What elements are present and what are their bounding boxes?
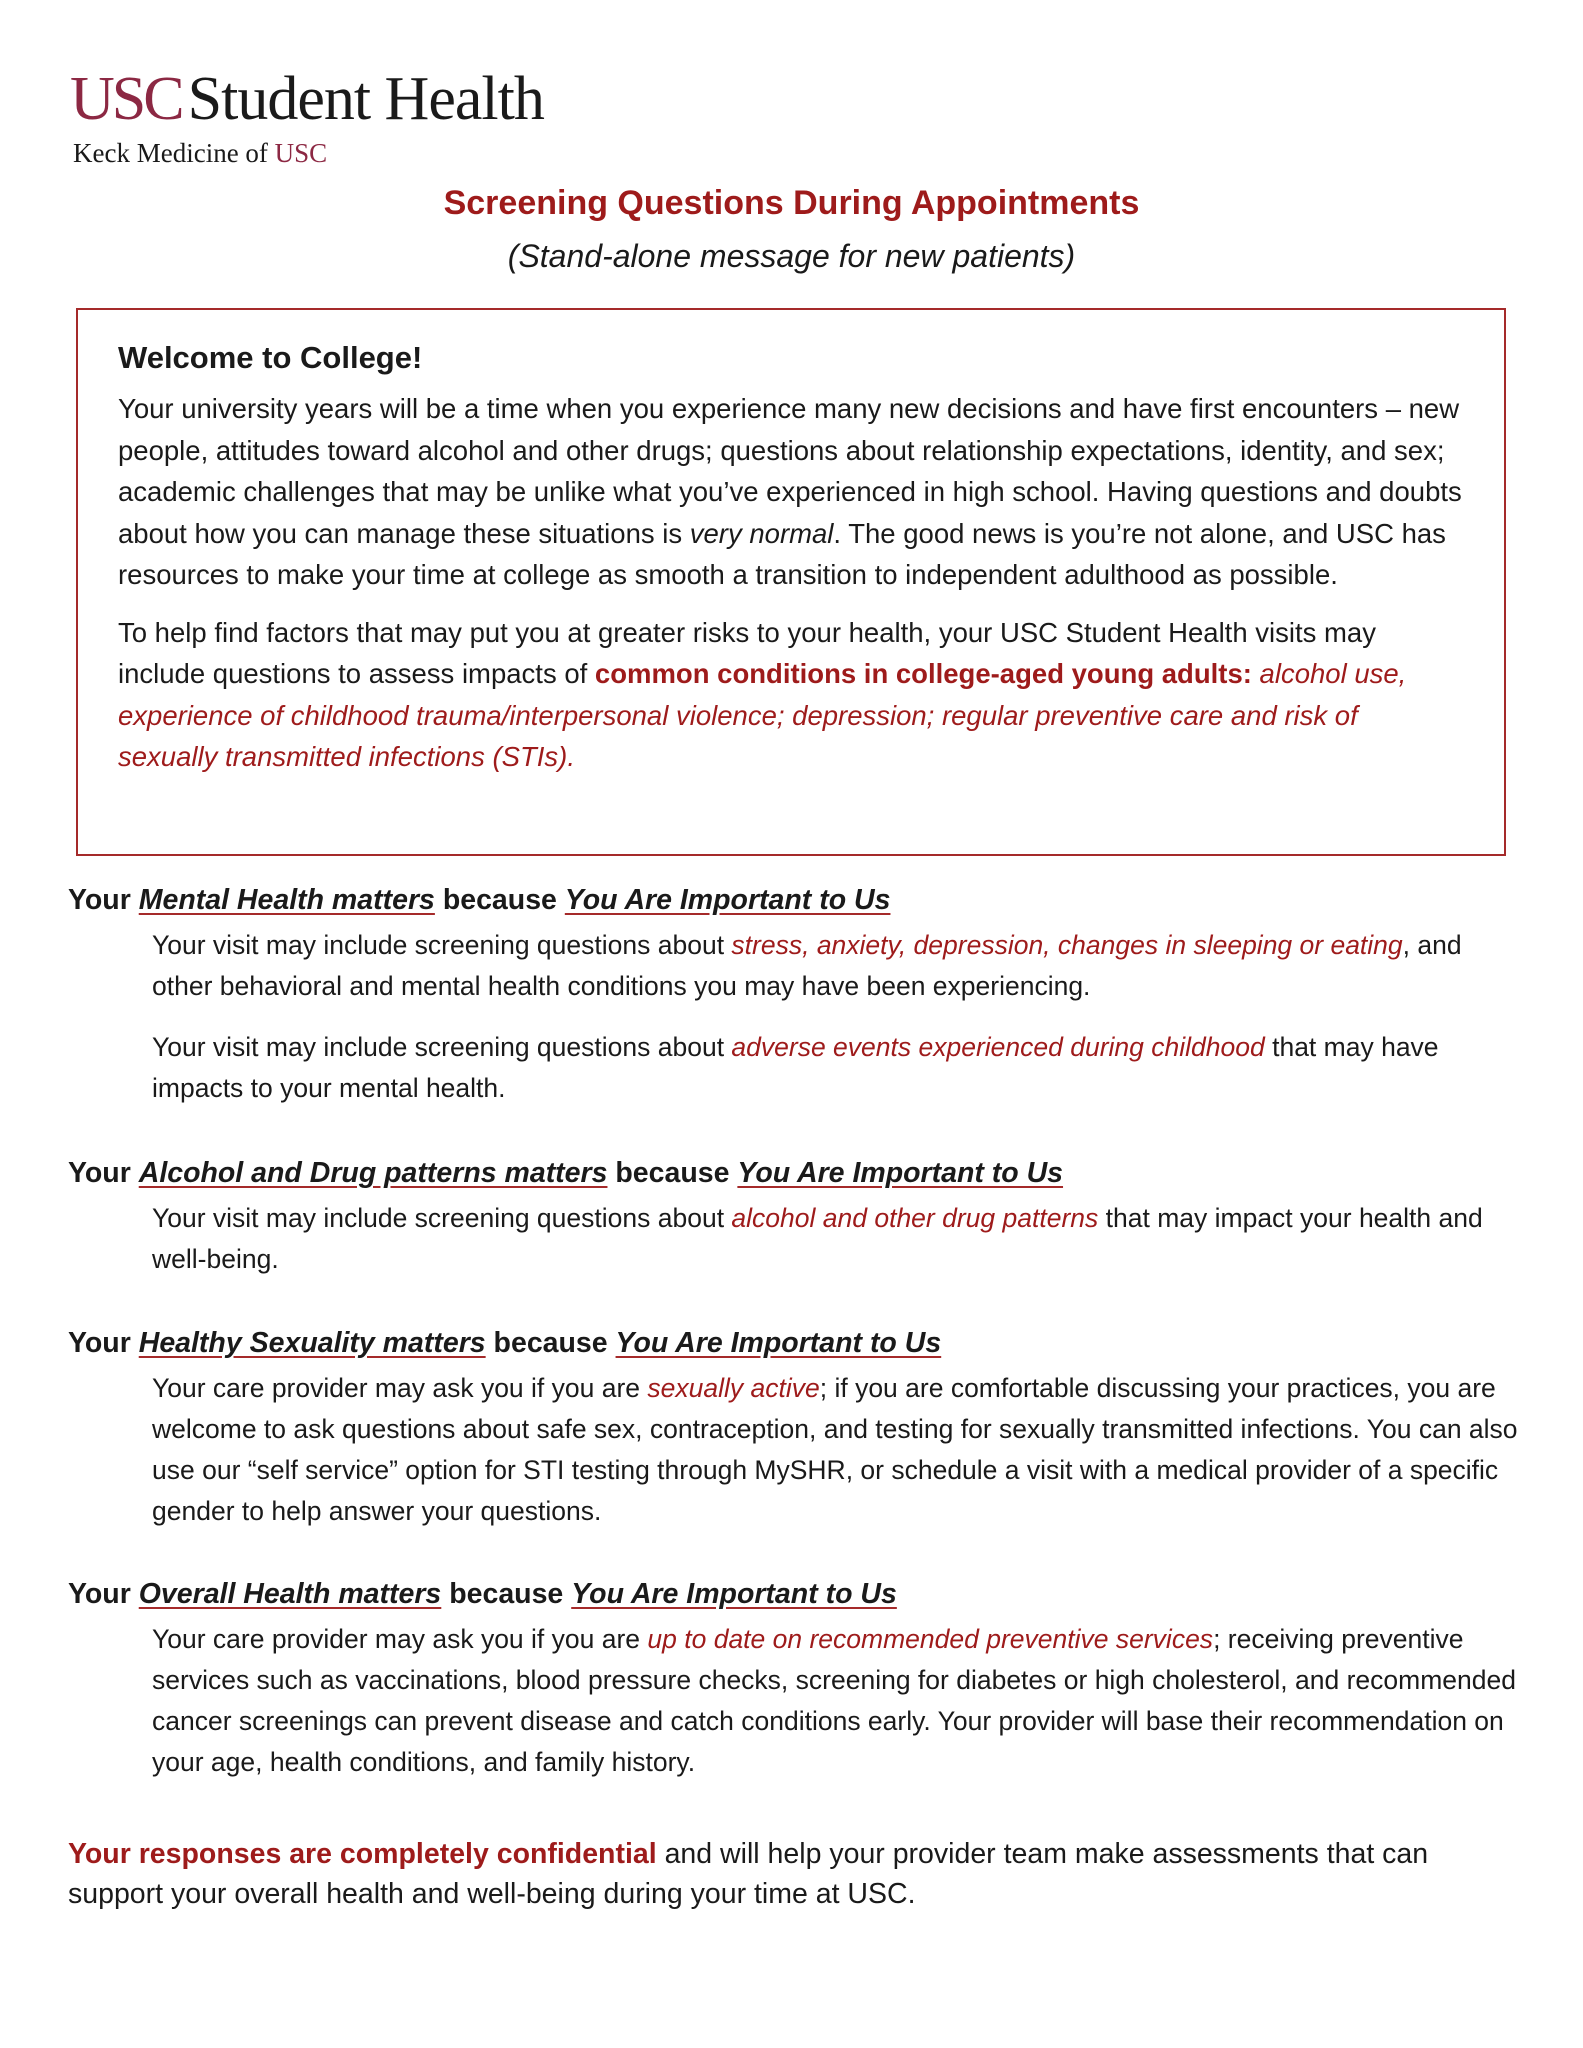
heading-prefix: Your — [68, 1157, 139, 1189]
text-segment: that may have impacts to your mental health. — [152, 1032, 1439, 1103]
text-segment: . The good news is you’re not alone, and USC has resources to make your time at college as smooth a transition to independent adulthood as possible. — [118, 517, 1446, 590]
text-segment: alcohol use, experience of childhood trauma/interpersonal violence; depression; regular preventive care and risk of sexually transmitted infections (STIs). — [118, 658, 1407, 772]
usc-student-health-logo — [70, 65, 544, 169]
section-heading — [68, 1157, 1518, 1190]
closing-text: and will help your provider team make assessments that can support your overall health and well-being during your time at USC. — [68, 1838, 1429, 1910]
section-heading — [68, 1327, 1518, 1360]
heading-topic: Mental Health matters — [138, 884, 435, 916]
heading-prefix: Your — [68, 1578, 139, 1610]
text-segment: adverse events experienced during childhood — [731, 1032, 1265, 1062]
section-paragraph — [152, 1619, 1518, 1783]
heading-mid: because — [607, 1157, 738, 1189]
section-heading — [68, 884, 1518, 917]
heading-mid: because — [441, 1578, 572, 1610]
section-paragraph — [152, 1368, 1518, 1532]
logo-sub: Keck Medicine of — [73, 138, 268, 168]
text-segment: alcohol and other drug patterns — [731, 1203, 1099, 1233]
text-segment: Your university years will be a time when you experience many new decisions and have first encounters – new people, attitudes toward alcohol and other drugs; questions about relationship expectations, identity, and sex; academic challenges that may be unlike what you’ve experienced in high school. Having questions and doubts about how you can manage these situations is — [118, 393, 1462, 549]
text-segment: ; receiving preventive services such as vaccinations, blood pressure checks, screening for diabetes or high cholesterol, and recommended cancer screenings can prevent disease and catch conditions early. Your provider will base their recommendation on your age, health conditions, and family history. — [152, 1624, 1516, 1777]
heading-tag: You Are Important to Us — [737, 1157, 1064, 1189]
text-segment: Your care provider may ask you if you are — [152, 1624, 648, 1654]
logo-name: Student Health — [187, 65, 544, 133]
heading-tag: You Are Important to Us — [564, 884, 891, 916]
section-healthy-sexuality — [68, 1327, 1518, 1552]
logo-usc: USC — [70, 65, 182, 133]
heading-prefix: Your — [68, 884, 139, 916]
text-segment: stress, anxiety, depression, changes in sleeping or eating — [731, 930, 1403, 960]
welcome-box — [76, 308, 1506, 856]
section-mental-health — [68, 884, 1518, 1129]
text-segment: Your visit may include screening questions about — [152, 1203, 732, 1233]
text-segment: Your visit may include screening questions about — [152, 1032, 732, 1062]
text-segment: that may impact your health and well-being. — [152, 1203, 1483, 1274]
logo-sub-usc: USC — [274, 138, 328, 168]
text-segment: up to date on recommended preventive services — [647, 1624, 1214, 1654]
text-segment: , and other behavioral and mental health conditions you may have been experiencing. — [152, 930, 1462, 1001]
text-segment: common conditions in college-aged young adults: — [594, 658, 1252, 689]
text-segment: sexually active — [647, 1373, 820, 1403]
text-segment: Your visit may include screening questions about — [152, 930, 732, 960]
heading-tag: You Are Important to Us — [615, 1327, 942, 1359]
welcome-paragraph — [118, 388, 1464, 596]
section-paragraph — [152, 925, 1518, 1007]
section-paragraph — [152, 1198, 1518, 1280]
page-subtitle: (Stand-alone message for new patients) — [507, 238, 1076, 274]
section-heading — [68, 1578, 1518, 1611]
heading-mid: because — [485, 1327, 616, 1359]
welcome-paragraph — [118, 612, 1464, 778]
section-alcohol-drug — [68, 1157, 1518, 1300]
heading-topic: Overall Health matters — [138, 1578, 442, 1610]
heading-mid: because — [434, 884, 565, 916]
text-segment: very normal — [689, 517, 834, 549]
page-title: Screening Questions During Appointments — [443, 184, 1140, 222]
heading-topic: Alcohol and Drug patterns matters — [138, 1157, 608, 1189]
section-paragraph — [152, 1027, 1518, 1109]
heading-tag: You Are Important to Us — [571, 1578, 897, 1610]
closing-statement — [68, 1834, 1528, 1914]
text-segment: To help find factors that may put you at greater risks to your health, your USC Student Health visits may include questions to assess impacts of — [118, 616, 1376, 689]
section-overall-health — [68, 1578, 1518, 1803]
closing-emphasis: Your responses are completely confidential — [68, 1838, 657, 1870]
heading-prefix: Your — [68, 1327, 139, 1359]
heading-topic: Healthy Sexuality matters — [138, 1327, 486, 1359]
text-segment: ; if you are comfortable discussing your practices, you are welcome to ask questions about safe sex, contraception, and testing for sexually transmitted infections. You can also use our “self service” option for STI testing through MySHR, or schedule a visit with a medical provider of a specific gender to help answer your questions. — [152, 1373, 1518, 1526]
welcome-heading: Welcome to College! — [118, 340, 423, 375]
text-segment: Your care provider may ask you if you are — [152, 1373, 648, 1403]
